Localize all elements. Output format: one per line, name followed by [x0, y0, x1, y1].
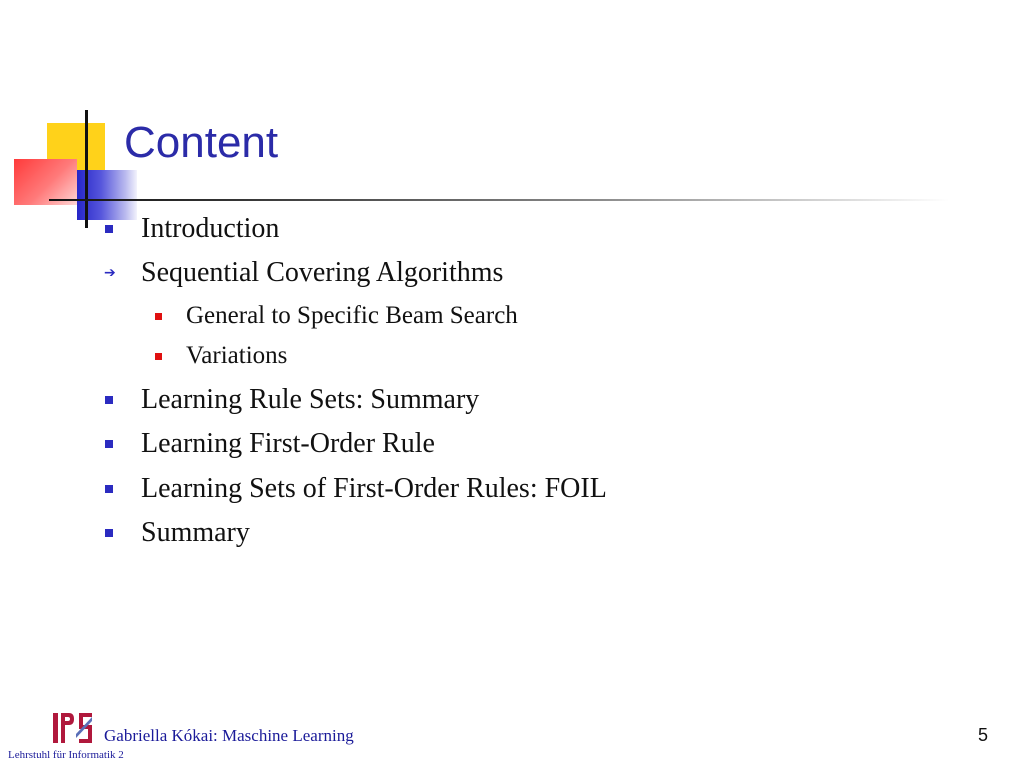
page-number: 5: [978, 725, 989, 745]
square-bullet-icon: [105, 440, 113, 448]
square-bullet-icon: [155, 353, 162, 360]
list-item-label: Variations: [186, 342, 288, 369]
square-bullet-icon: [105, 485, 113, 493]
list-item-label: Learning Rule Sets: Summary: [141, 384, 480, 415]
footer-author: Gabriella Kókai: Maschine Learning: [104, 726, 354, 745]
list-item-label: Learning First-Order Rule: [141, 428, 435, 459]
square-bullet-icon: [105, 225, 113, 233]
square-bullet-icon: [155, 313, 162, 320]
square-bullet-icon: [105, 396, 113, 404]
list-item-label: General to Specific Beam Search: [186, 302, 518, 329]
decor-vertical-line: [85, 110, 88, 228]
arrow-right-icon: ➔: [104, 265, 116, 281]
footer-chair: Lehrstuhl für Informatik 2: [8, 749, 124, 761]
list-item-label: Introduction: [141, 213, 280, 244]
ips-logo-icon: [52, 712, 94, 744]
list-item-label: Learning Sets of First-Order Rules: FOIL: [141, 473, 607, 504]
square-bullet-icon: [105, 529, 113, 537]
slide-title: Content: [124, 118, 279, 167]
list-item-label: Sequential Covering Algorithms: [141, 257, 504, 288]
title-underline: [49, 199, 949, 201]
list-item-label: Summary: [141, 517, 250, 548]
